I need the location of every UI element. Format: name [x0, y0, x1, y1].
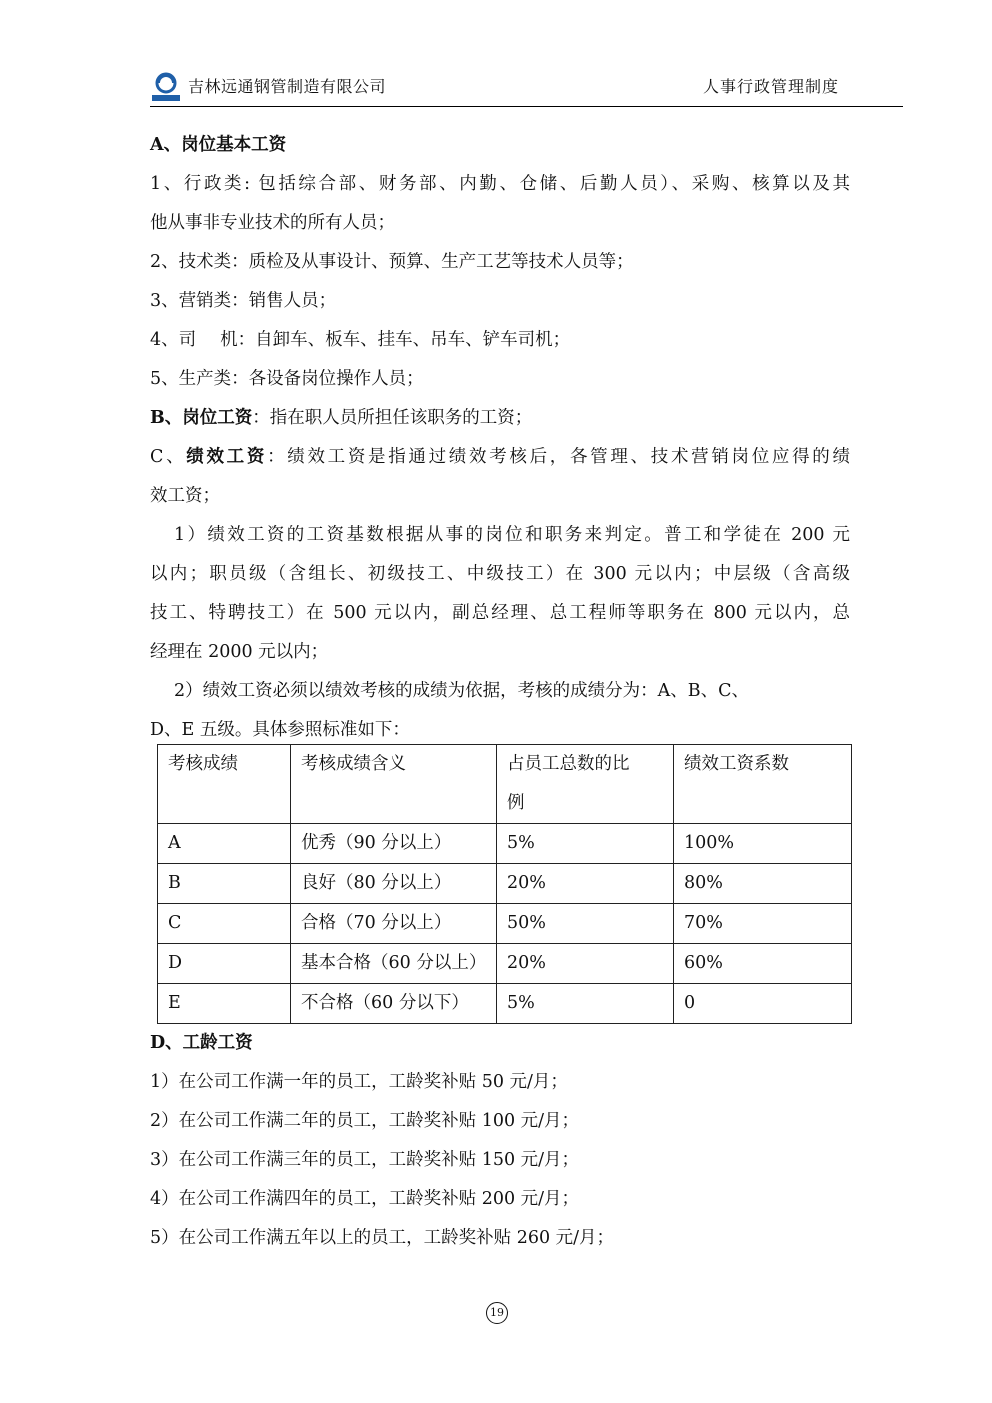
- paragraph-line: 经理在 2000 元以内；: [150, 642, 329, 662]
- table-cell: 优秀（90 分以上）: [291, 824, 497, 864]
- section-d-title: D、工龄工资: [150, 1033, 253, 1053]
- table-row: [158, 984, 852, 1024]
- table-cell: A: [158, 824, 291, 864]
- table-cell: 良好（80 分以上）: [291, 864, 497, 904]
- table-row: [158, 944, 852, 984]
- table-cell: 基本合格（60 分以上）: [291, 944, 497, 984]
- table-cell: D: [158, 944, 291, 984]
- table-cell: 不合格（60 分以下）: [291, 984, 497, 1024]
- table-cell: 50%: [497, 904, 674, 944]
- paragraph-line: 以内；职员级（含组长、初级技工、中级技工）在 300 元以内；中层级（含高级: [150, 564, 850, 584]
- section-c-line: 效工资；: [150, 486, 220, 506]
- table-cell: B: [158, 864, 291, 904]
- body-section-2: [150, 1024, 850, 1258]
- company-logo-icon: [150, 72, 182, 102]
- body-section-1: [150, 126, 850, 750]
- section-a-title: A、岗位基本工资: [150, 135, 287, 155]
- table-row: [158, 824, 852, 864]
- paragraph-line: 技工、特聘技工）在 500 元以内，副总经理、总工程师等职务在 800 元以内，总: [150, 603, 850, 623]
- page-header: [150, 70, 903, 108]
- table-header-cell: 绩效工资系数: [674, 745, 852, 824]
- table-cell: 70%: [674, 904, 852, 944]
- section-d-item: 3）在公司工作满三年的员工，工龄奖补贴 150 元/月；: [150, 1150, 580, 1170]
- section-a-item: 3、营销类：销售人员；: [150, 291, 337, 311]
- table-cell: 合格（70 分以上）: [291, 904, 497, 944]
- section-d-item: 2）在公司工作满二年的员工，工龄奖补贴 100 元/月；: [150, 1111, 580, 1131]
- company-name: 吉林远通钢管制造有限公司: [188, 77, 387, 96]
- table-header-cell: 占员工总数的比 例: [497, 745, 674, 824]
- table-cell: 20%: [497, 944, 674, 984]
- table-cell: E: [158, 984, 291, 1024]
- paragraph-line: 1）绩效工资的工资基数根据从事的岗位和职务来判定。普工和学徒在 200 元: [174, 525, 850, 545]
- table-header-cell: 考核成绩: [158, 745, 291, 824]
- document-title: 人事行政管理制度: [702, 77, 839, 96]
- table-cell: 5%: [497, 824, 674, 864]
- table-cell: 100%: [674, 824, 852, 864]
- table-cell: 0: [674, 984, 852, 1024]
- section-c-line: C、绩效工资：绩效工资是指通过绩效考核后，各管理、技术营销岗位应得的绩: [150, 447, 851, 467]
- table-cell: 80%: [674, 864, 852, 904]
- table-header-cell: 考核成绩含义: [291, 745, 497, 824]
- table-cell: 20%: [497, 864, 674, 904]
- page-number: 19: [486, 1302, 508, 1324]
- table-cell: 5%: [497, 984, 674, 1024]
- table-cell: 60%: [674, 944, 852, 984]
- table-cell: C: [158, 904, 291, 944]
- header-divider: [150, 106, 903, 107]
- section-a-item: 1、行政类: 包括综合部、财务部、内勤、仓储、后勤人员）、采购、核算以及其: [150, 174, 850, 194]
- section-d-item: 5）在公司工作满五年以上的员工，工龄奖补贴 260 元/月；: [150, 1228, 615, 1248]
- section-a-item: 4、司 机：自卸车、板车、挂车、吊车、铲车司机；: [150, 330, 571, 350]
- grade-table: [157, 744, 852, 1024]
- section-a-item: 他从事非专业技术的所有人员；: [150, 213, 395, 233]
- paragraph-line: 2）绩效工资必须以绩效考核的成绩为依据，考核的成绩分为：A、B、C、: [174, 681, 750, 701]
- table-header-row: [158, 745, 852, 824]
- table-row: [158, 864, 852, 904]
- section-d-item: 1）在公司工作满一年的员工，工龄奖补贴 50 元/月；: [150, 1072, 568, 1092]
- table-row: [158, 904, 852, 944]
- paragraph-line: D、E 五级。具体参照标准如下：: [150, 720, 410, 740]
- section-d-item: 4）在公司工作满四年的员工，工龄奖补贴 200 元/月；: [150, 1189, 580, 1209]
- section-a-item: 5、生产类：各设备岗位操作人员；: [150, 369, 424, 389]
- section-a-item: 2、技术类：质检及从事设计、预算、生产工艺等技术人员等；: [150, 252, 634, 272]
- section-b-line: B、岗位工资：指在职人员所担任该职务的工资；: [150, 408, 533, 428]
